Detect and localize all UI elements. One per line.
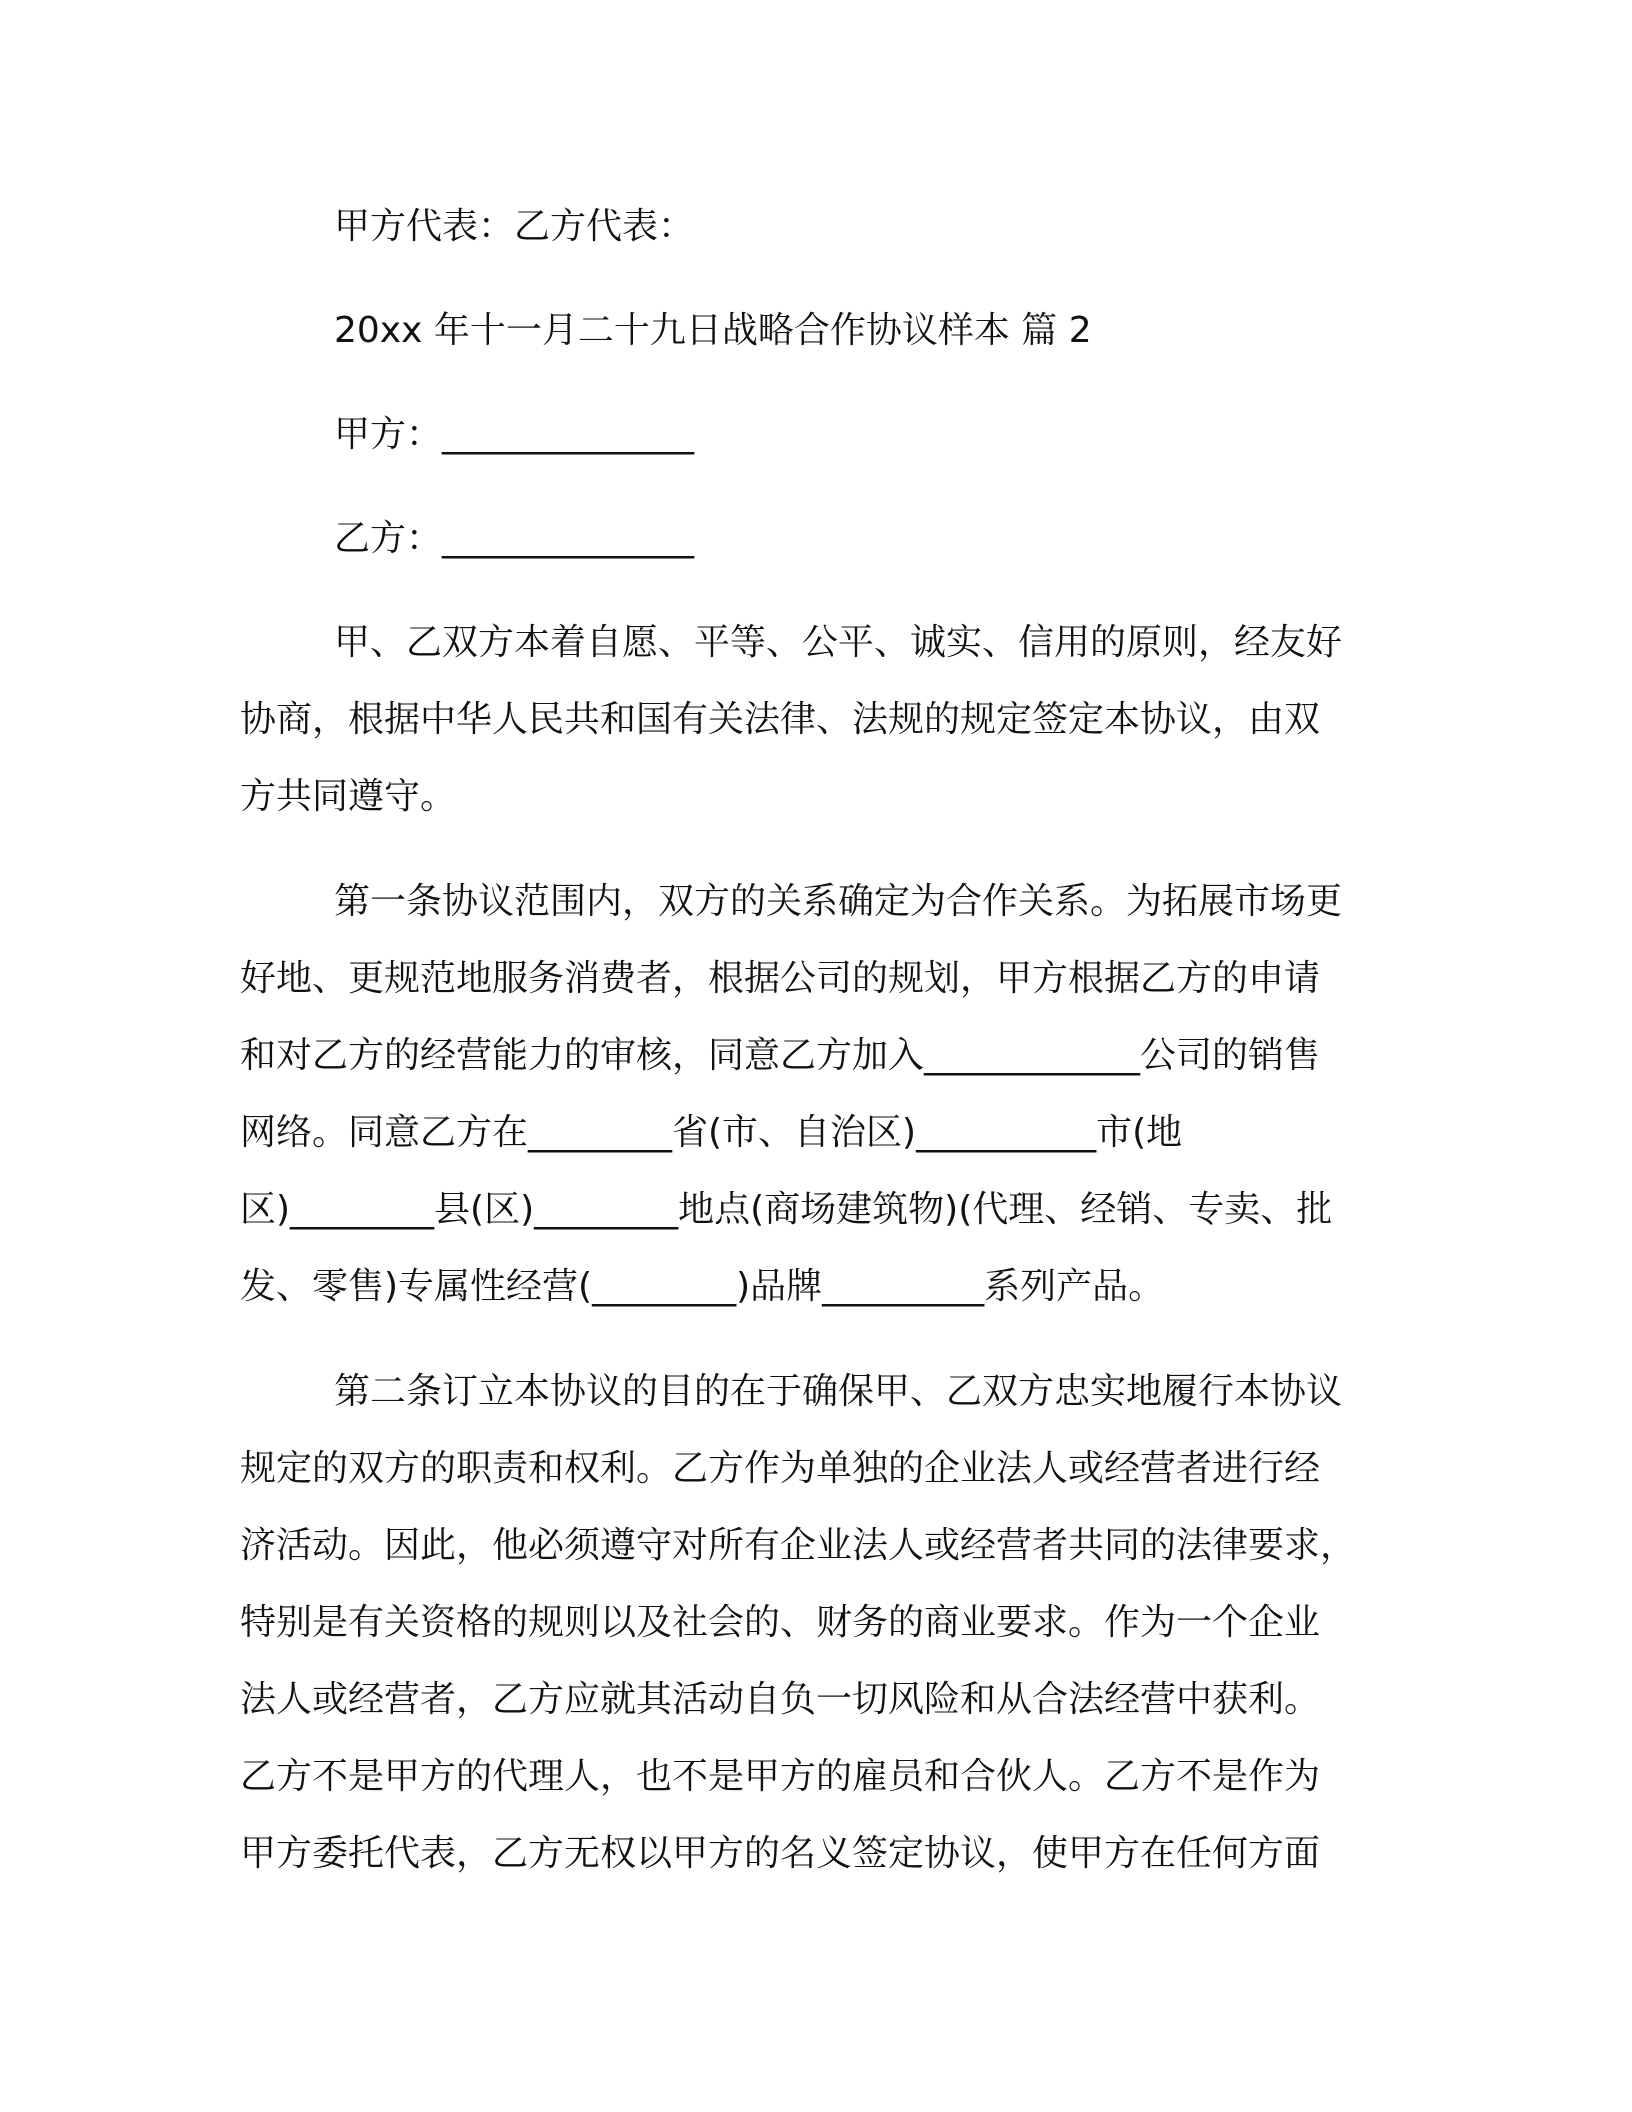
paragraph-line: 乙方不是甲方的代理人，也不是甲方的雇员和合伙人。乙方不是作为 [240, 1756, 1321, 1797]
paragraph-preamble [240, 604, 1380, 835]
paragraph-line: 协商，根据中华人民共和国有关法律、法规的规定签定本协议，由双 [240, 699, 1321, 740]
paragraph-line: 区)________县(区)________地点(商场建筑物)(代理、经销、专卖、批 [240, 1189, 1333, 1230]
representatives-line: 甲方代表：乙方代表： [334, 206, 695, 247]
party-b-line: 乙方：______________ [334, 518, 695, 559]
paragraph-line: 网络。同意乙方在________省(市、自治区)__________市(地 [240, 1112, 1183, 1153]
paragraph-line: 发、零售)专属性经营(________)品牌_________系列产品。 [240, 1266, 1165, 1307]
paragraph-line: 法人或经营者，乙方应就其活动自负一切风险和从合法经营中获利。 [240, 1679, 1321, 1720]
paragraph-line: 和对乙方的经营能力的审核，同意乙方加入____________公司的销售 [240, 1035, 1321, 1076]
party-a-line: 甲方：______________ [334, 414, 695, 455]
agreement-title: 20xx 年十一月二十九日战略合作协议样本 篇 2 [334, 310, 1092, 351]
paragraph-line: 第一条协议范围内，双方的关系确定为合作关系。为拓展市场更 [334, 881, 1343, 922]
paragraph-article-1 [240, 863, 1380, 1325]
paragraph-line: 济活动。因此，他必须遵守对所有企业法人或经营者共同的法律要求， [240, 1525, 1357, 1566]
document-body [240, 188, 1380, 1892]
paragraph-line: 好地、更规范地服务消费者，根据公司的规划，甲方根据乙方的申请 [240, 958, 1321, 999]
paragraph-line: 甲方委托代表，乙方无权以甲方的名义签定协议，使甲方在任何方面 [240, 1833, 1321, 1874]
paragraph-line: 方共同遵守。 [240, 776, 457, 817]
paragraph-line: 特别是有关资格的规则以及社会的、财务的商业要求。作为一个企业 [240, 1602, 1321, 1643]
paragraph-article-2 [240, 1353, 1380, 1892]
paragraph-line: 规定的双方的职责和权利。乙方作为单独的企业法人或经营者进行经 [240, 1448, 1321, 1489]
paragraph-line: 第二条订立本协议的目的在于确保甲、乙双方忠实地履行本协议 [334, 1371, 1343, 1412]
paragraph-line: 甲、乙双方本着自愿、平等、公平、诚实、信用的原则，经友好 [334, 622, 1343, 663]
